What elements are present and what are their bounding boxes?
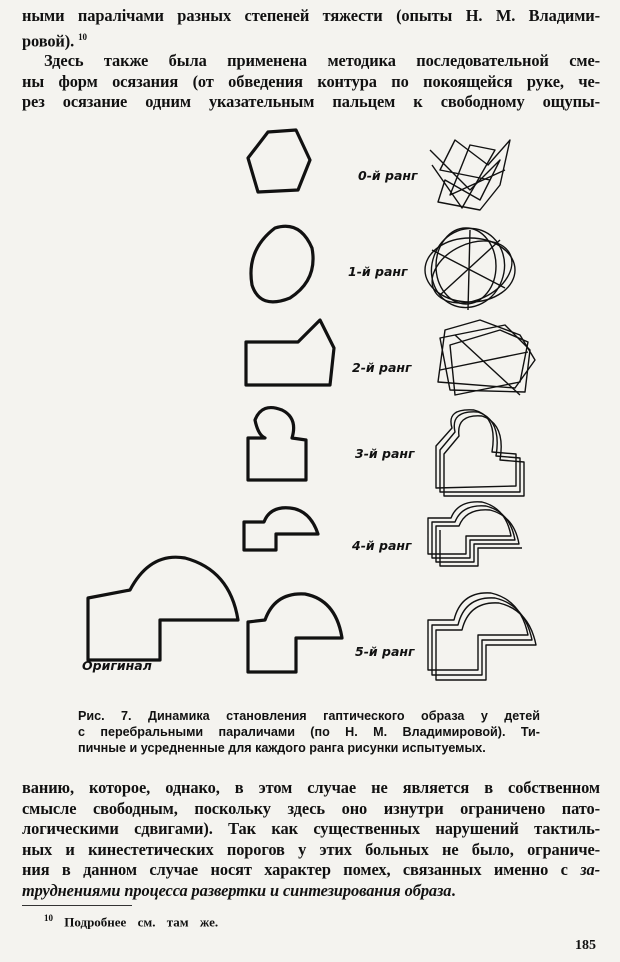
rank-2-shape	[246, 320, 334, 385]
bottom-paragraph	[22, 778, 600, 901]
text-fragment: .	[451, 880, 456, 900]
rank-4-scribble	[428, 502, 522, 566]
text-line: Здесь также была применена методика последовательной сме-	[44, 51, 600, 71]
italic-fragment: труднениями процесса развертки и синтезирования образа	[22, 880, 452, 900]
rank-0-shape	[248, 130, 310, 192]
figure-drawings	[0, 120, 620, 700]
footnote-divider	[22, 905, 132, 906]
text-fragment: ровой).	[22, 30, 75, 50]
original-label: Оригинал	[82, 658, 152, 673]
original-shape	[88, 557, 238, 660]
rank-0-label: 0-й ранг	[358, 168, 418, 183]
rank-2-label: 2-й ранг	[352, 360, 412, 375]
rank-1-scribble	[420, 218, 521, 318]
footnote-ref: 10	[78, 31, 87, 42]
text-line: ванию, которое, однако, в этом случае не является в собственном	[22, 778, 600, 797]
text-line: ны форм осязания (от обведения контура по покоящейся руке, че-	[22, 71, 600, 91]
top-paragraph	[22, 6, 600, 113]
figure-caption	[78, 708, 540, 756]
rank-3-scribble	[436, 410, 524, 496]
footnote-number: 10	[44, 913, 53, 923]
rank-3-label: 3-й ранг	[355, 446, 415, 461]
text-fragment: ния в данном случае носят характер помех, связанных именно с	[22, 860, 568, 879]
text-line: рез осязание одним указательным пальцем к свободному ощупы-	[22, 92, 600, 112]
rank-4-shape	[244, 508, 318, 550]
rank-5-label: 5-й ранг	[355, 644, 415, 659]
footnote	[44, 913, 218, 930]
rank-3-shape	[248, 408, 306, 480]
rank-0-scribble	[430, 140, 510, 210]
rank-1-shape	[251, 226, 313, 302]
rank-2-scribble	[438, 320, 535, 395]
footnote-text: Подробнее см. там же.	[64, 914, 219, 930]
page-number: 185	[575, 938, 596, 953]
caption-line: Рис. 7. Динамика становления гаптического образа у детей	[78, 709, 540, 723]
text-line: ных и кинестетических порогов у этих больных не было, ограниче-	[22, 839, 600, 859]
figure-7	[0, 120, 620, 700]
text-line	[22, 881, 600, 902]
caption-line: пичные и усредненные для каждого ранга рисунки испытуемых.	[78, 741, 486, 755]
text-line: смысле свободным, поскольку здесь оно изнутри ограничено пато-	[22, 798, 600, 818]
text-line: ными паралічами разных степеней тяжести (опыты Н. М. Владими-	[22, 6, 600, 25]
italic-fragment: за-	[580, 860, 601, 879]
text-line	[22, 27, 600, 52]
rank-5-shape	[248, 594, 342, 672]
text-line	[22, 860, 600, 881]
rank-4-label: 4-й ранг	[352, 538, 412, 553]
rank-5-scribble	[428, 593, 536, 680]
caption-line: с перебральными параличами (по Н. М. Владимировой). Ти-	[78, 725, 540, 739]
text-line: логическими сдвигами). Так как существенных нарушений тактиль-	[22, 819, 600, 838]
rank-1-label: 1-й ранг	[348, 264, 408, 279]
